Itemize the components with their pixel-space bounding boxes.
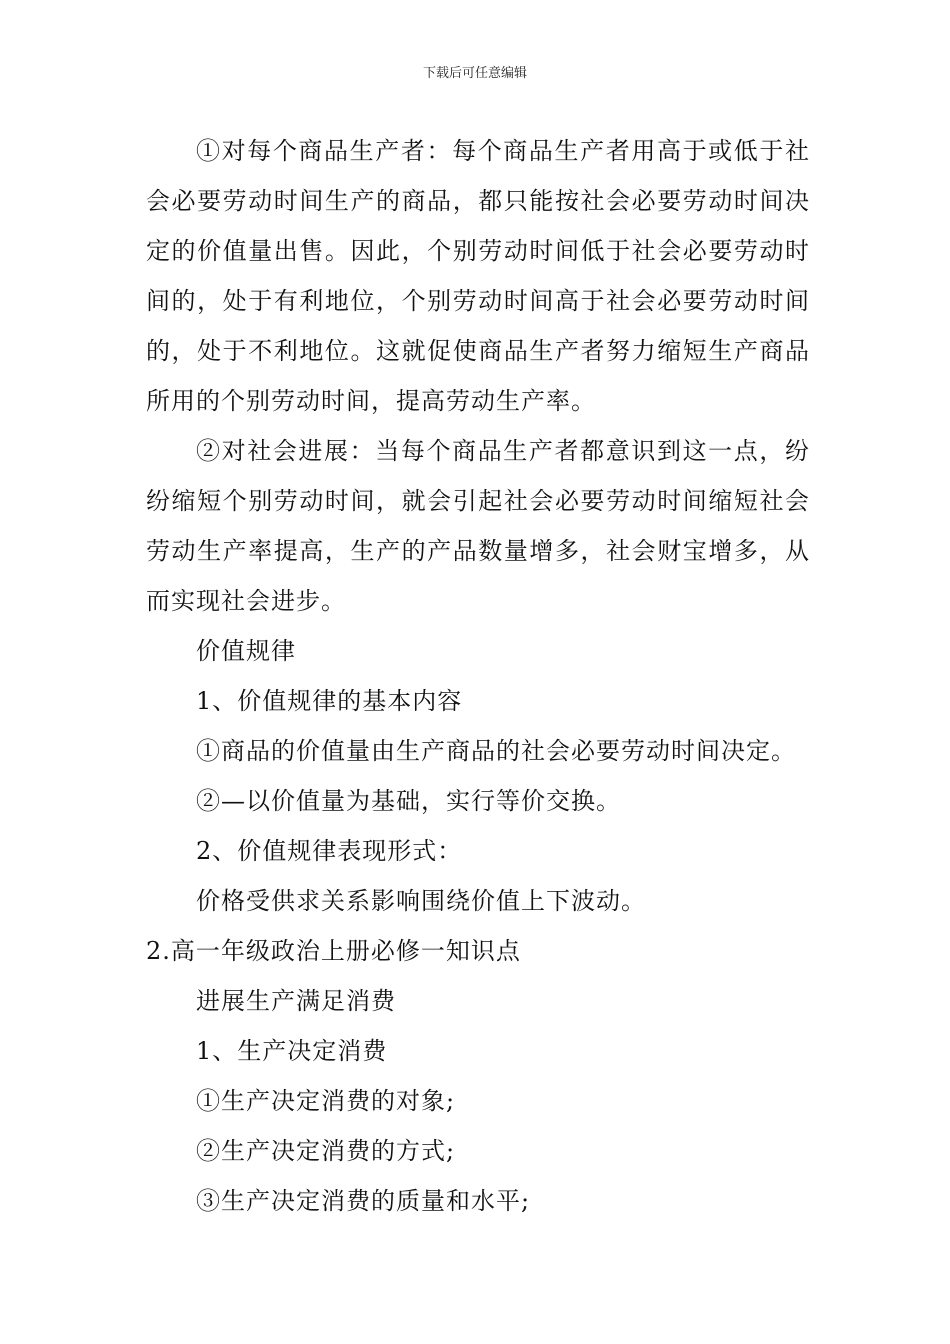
list-item-consumption-quality: ③生产决定消费的质量和水平; (196, 1187, 531, 1215)
list-item-value-law-content: 1、价值规律的基本内容 (196, 687, 463, 715)
paragraph-producer-effect: ①对每个商品生产者：每个商品生产者用高于或低于社会必要劳动时间生产的商品，都只能按社会必要劳动时间决定的价值量出售。因此，个别劳动时间低于社会必要劳动时间的，处于有利地位，个别劳动时间高于社会必要劳动时间的，处于不利地位。这就促使商品生产者努力缩短生产商品所用的个别劳动时间，提高劳动生产率。 (146, 137, 810, 415)
list-item-equal-exchange: ②—以价值量为基础，实行等价交换。 (196, 787, 621, 815)
list-item-consumption-method: ②生产决定消费的方式; (196, 1137, 456, 1165)
section-heading-production-consumption: 进展生产满足消费 (196, 987, 396, 1015)
section-title-knowledge-points: 2.高一年级政治上册必修一知识点 (146, 937, 521, 965)
paragraph-price-fluctuation: 价格受供求关系影响围绕价值上下波动。 (196, 887, 646, 915)
paragraph-society-effect: ②对社会进展：当每个商品生产者都意识到这一点，纷纷缩短个别劳动时间，就会引起社会必要劳动时间缩短社会劳动生产率提高，生产的产品数量增多，社会财宝增多，从而实现社会进步。 (146, 437, 810, 615)
list-item-production-decides: 1、生产决定消费 (196, 1037, 388, 1065)
list-item-value-determination: ①商品的价值量由生产商品的社会必要劳动时间决定。 (196, 737, 796, 765)
list-item-consumption-object: ①生产决定消费的对象; (196, 1087, 456, 1115)
list-item-value-law-form: 2、价值规律表现形式： (196, 837, 463, 865)
section-heading-value-law: 价值规律 (196, 637, 296, 665)
document-body (146, 126, 810, 1226)
page-header: 下载后可任意编辑 (422, 66, 527, 81)
